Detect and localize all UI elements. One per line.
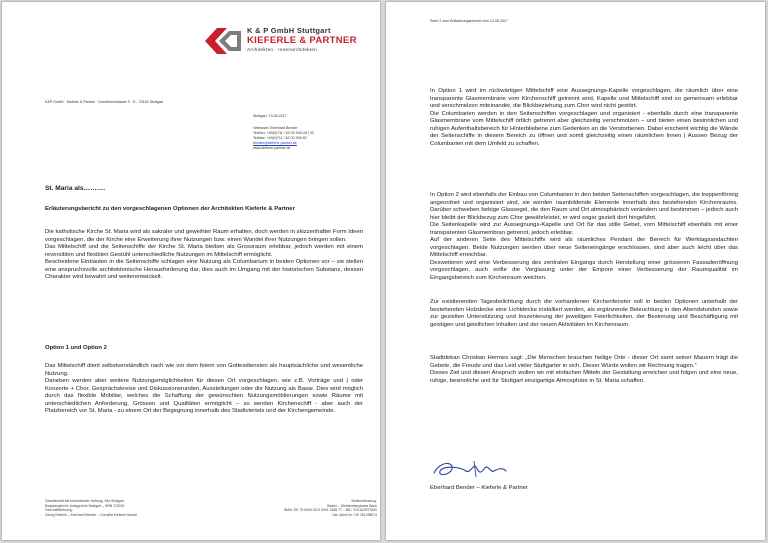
paragraph: Auf der anderen Seite des Mittelschiffs wird als räumliches Pendant der Bereich für Werktagsandachten vorgeschlagen. Beide Nutzungen werden über neue Seiteneingänge erschlossen, sind aber auch leicht über das Mittelschiff erreichbar. [430, 237, 738, 258]
logo-brand-name: KIEFERLE & PARTNER [247, 35, 357, 46]
footer-line: Registergericht: Amtsgericht Stuttgart – HRB 723034 [45, 503, 125, 508]
footer-company-info [45, 499, 215, 518]
paragraph: Desweiteren wird eine Verbesserung des zentralen Eingangs durch Herstellung einer grösseren Fassadenöffnung vorgeschlagen, auch sollte die Verglasung unter der Empore einer Verbesserung der Raumqualität im Eingangsbereich zum Kirchenraum weichen. [430, 259, 738, 281]
section-heading-options: Option 1 und Option 2 [45, 345, 107, 351]
page1-body-intro [45, 229, 363, 282]
footer-line: Bankverbindung: [351, 499, 377, 503]
paragraph: Bescheidene Einbauten in die Seitenschiffe schlagen eine Nutzung als Columbarium in beiden Optionen vor – sie stellen eine anspruchsvolle architektonische Herausforderung dar, dies auch im Umgang mit der historischen Substanz, dessen Charakter wird bewahrt und weiterentwickelt. [45, 259, 363, 280]
paragraph: Dieses Ziel und diesen Anspruch wollen wir mit einfachen Mitteln der Gestaltung erreichen und folgen und eine neue, ruhige, besinnliche und für Stuttgart einzigartige Atmosphäre in St. Maria schaffen. [430, 370, 738, 384]
footer-line: Georg Kieferle – Eberhard Bender – Cornelia Kieferle-Nicolai [45, 513, 137, 518]
letter-page-1 [2, 2, 380, 540]
letter-page-2 [386, 2, 765, 540]
contact-phone: Telefon: +49(0)711 / 62 00 949-26 | 32 [253, 131, 314, 135]
paragraph: Stadtdekan Christian Hermes sagt: „Die Menschen brauchen heilige Orte - dieser Ort samt seiner Mauern trägt die Gebete, die Freude und das Leid vieler Stuttgarter in sich. Dieser Würde wollen wir Rechnung tragen.“ [430, 355, 738, 369]
paragraph: In Option 2 wird ebenfalls der Einbau von Columbarien in den beiden Seitenschiffen vorgeschlagen, die treppenförmig angeordnet und organisiert sind, sie werden raumbildende Elemente innerhalb des bestehenden Kirchenraums. Darüber schweben farbige Glassegel, die den Raum und Ort atmosphärisch verändern und bestimmen – jedoch auch hier bleibt der Blickbezug zum Chor gewährleistet, er wird sogar gezielt dort hingeführt. [430, 192, 738, 221]
contact-author: Verfasser: Eberhard Bender [253, 126, 298, 130]
page1-body-options [45, 363, 363, 416]
page2-body-lighting [430, 299, 738, 329]
paragraph: Zur existierenden Tagesbelichtung durch die vorhandenen Kirchenfenster soll in beiden Optionen unterhalb der bestehenden Holzdecke eine Lichtdecke installiert werden, als ergänzende Beleuchtung in den Abendstunden sowie zur gezielten Unterstützung und Inszenierung der jeweiligen Feierlichkeiten, der Besinnung und Beschäftigung mit geistigen und geistlichen Inhalten und der neuen Aktivitäten im Kirchenraum. [430, 299, 738, 328]
letter-date: Stuttgart, 13.06.2017 [253, 114, 287, 118]
page2-body-option1 [430, 88, 738, 148]
page2-body-option2 [430, 192, 738, 282]
paragraph: Die Seitenkapelle wird zur Aussegnungs-Kapelle und Ort für das stille Gebet, vom Mittelschiff ebenfalls mit einer transparenten Glasmembran getrennt, jedoch erlebbar. [430, 222, 738, 236]
footer-bank-info [217, 499, 377, 518]
sender-line: K&P GmbH · Kieferle & Partner · Dorotheenstrasse 9 · D - 70182 Stuttgart [45, 100, 164, 104]
paragraph: Die katholische Kirche St. Maria wird als sakraler und geweihter Raum erhalten, doch werden in skizzenhafter Form Ideen vorgeschlagen, die der Kirche eine Erweiterung ihrer Nutzungen bzw. einen Wandel ihrer Nutzungen bringen sollen. [45, 229, 363, 243]
logo-company-line: K & P GmbH Stuttgart [247, 26, 331, 35]
page2-body-quote [430, 355, 738, 385]
handwritten-signature [430, 457, 510, 483]
kieferle-partner-logo-icon [203, 24, 243, 58]
contact-website[interactable]: www.kieferle-partner.de [253, 146, 291, 150]
signatory-name: Eberhard Bender – Kieferle & Partner [430, 485, 528, 491]
contact-block [253, 126, 373, 151]
footer-line: IBAN: DE 75 6005 0101 0001 2638 77 – BIC: SOLADEST600 [284, 508, 377, 513]
contact-fax: Telefax: +49(0)711 / 62 00 949 60 [253, 136, 307, 140]
page2-header: Seite 2 zum Erläuterungsbericht vom 13.06.2017 [430, 19, 508, 23]
footer-line: Ust.-Ident-Nr.: DE 251298574 [332, 513, 377, 518]
paragraph: Die Columbarien werden in den Seitenschiffen vorgeschlagen und organisiert - ebenfalls durch eine transparente Glasmembrane vom Mittelschiff örtlich getrennt aber gleichzeitig verschmolzen – und bieten einen besinnlichen und ruhigen Aufenthaltsbereich für Hinterbliebene zum Gedenken an die Verstorbenen. Dabei erscheint wichtig die Wände der Seitenschiffe in diesem Bereich zu öffnen und somit gleichzeitig einen räumlichen Innen | Aussen Bezug der Columbarien mit dem Umfeld zu schaffen. [430, 110, 738, 147]
doc-heading-title: Erläuterungsbericht zu den vorgeschlagenen Optionen der Architekten Kieferle & Partner [45, 206, 295, 212]
paragraph: Daneben werden aber weitere Nutzungsmöglichkeiten für diesen Ort vorgeschlagen, wie z.B. Vorträge und | oder Konzerte + Chor, Gesprächskreise und Diskussionsrunden, Ausstellungen oder die Nutzung als Basar. Dies wird möglich durch das flexible Mobiliar, welches die Schaffung der gewünschten Nutzungsmöblierungen sowie Räume mit unterschiedlichen Anforderung, Grössen und Qualitäten ermöglicht – so werden Kirchenschiff - aber auch der Platzbereich vor St. Maria - zu einem Ort der Begegnung innerhalb des Stadtviertels und der Kirchengemeinde. [45, 378, 363, 414]
footer-line: Geschäftsführung: [45, 508, 73, 513]
paragraph: In Option 1 wird im rückwärtigen Mittelschiff eine Aussegnungs-Kapelle vorgeschlagen, die räumlich über eine transparente Glasmembrane vom Kirchenschiff getrennt wird, Kapelle und Mittelschiff sind so gemeinsam erlebbar und verschmelzen miteinander, die Blickbeziehung zum Chor wird nicht gestört. [430, 88, 738, 109]
contact-email-link[interactable]: bender@kieferle-partner.de [253, 141, 297, 145]
paragraph: Das Mittelschiff und die Seitenschiffe der Kirche St. Maria bleiben als Grossraum erlebbar, jedoch werden mit einem reversiblen und flexiblen Gestühl unterschiedliche Nutzungen im Mittelschiff ermöglicht. [45, 244, 363, 258]
doc-heading-subject: St. Maria als………. [45, 185, 106, 192]
footer-line: Baden – Württembergische Bank [327, 503, 377, 508]
footer-line: Gesellschaft mit beschränkter Haftung, Sitz Stuttgart [45, 499, 124, 503]
logo-subtitle: Architekten · Innenarchitekten [247, 47, 318, 52]
paragraph: Das Mittelschiff dient selbstverständlich nach wie vor dem feiern von Gottesdiensten als hauptsächliche und wesentliche Nutzung. [45, 363, 363, 377]
